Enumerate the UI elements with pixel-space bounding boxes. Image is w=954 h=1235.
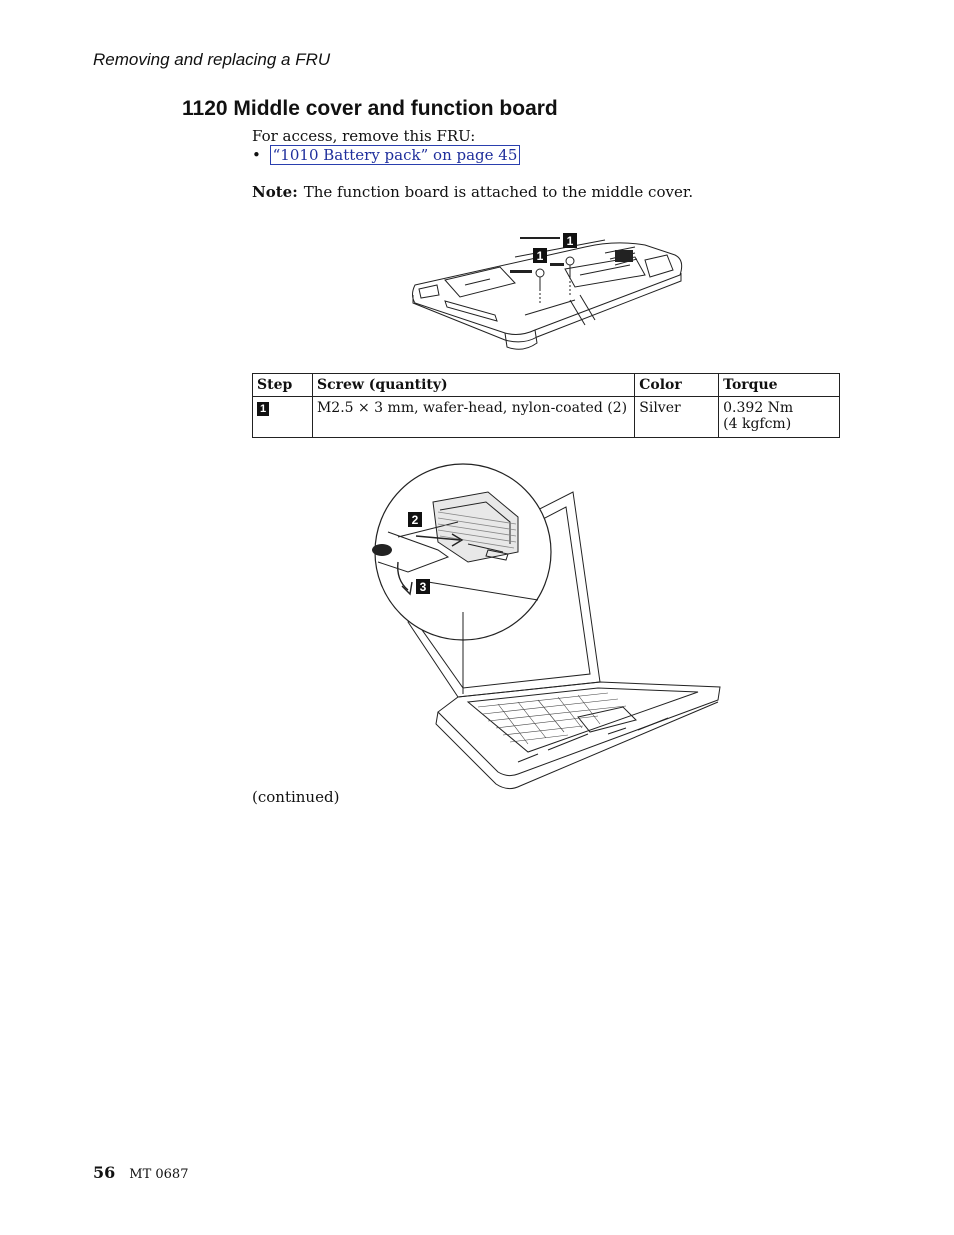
fig2-callout-2 — [408, 512, 422, 527]
page-number: 56 — [93, 1163, 116, 1182]
cell-color: Silver — [635, 397, 719, 438]
step-callout: 1 — [257, 402, 269, 416]
screw-table — [252, 373, 840, 438]
cell-torque — [719, 397, 840, 438]
header-torque: Torque — [719, 374, 840, 397]
screw-table-header — [253, 374, 840, 397]
laptop-open-illustration — [368, 462, 723, 792]
access-intro: For access, remove this FRU: — [252, 127, 476, 145]
doc-id: MT 0687 — [129, 1167, 189, 1182]
fig1-callout-a — [533, 248, 547, 263]
page-footer — [93, 1163, 188, 1182]
torque-kgfcm: (4 kgfcm) — [723, 416, 792, 432]
laptop-bottom-illustration — [405, 225, 690, 355]
continued-note: (continued) — [252, 788, 340, 806]
running-head: Removing and replacing a FRU — [93, 50, 331, 69]
battery-pack-link[interactable]: “1010 Battery pack” on page 45 — [270, 145, 521, 165]
header-step: Step — [253, 374, 313, 397]
note-text: The function board is attached to the middle cover. — [303, 183, 694, 201]
fig2-callout-3 — [416, 579, 430, 594]
fig2-callout-2-label: 2 — [411, 513, 419, 527]
fig1-callout-b — [563, 233, 577, 248]
table-row — [253, 397, 840, 438]
section-title: 1120 Middle cover and function board — [182, 97, 558, 120]
cell-step — [253, 397, 313, 438]
header-color: Color — [635, 374, 719, 397]
torque-nm: 0.392 Nm — [723, 400, 794, 416]
fig1-callout-a-label: 1 — [536, 249, 544, 263]
note — [252, 183, 693, 202]
fig1-callout-b-label: 1 — [566, 234, 574, 248]
cell-screw: M2.5 × 3 mm, wafer-head, nylon-coated (2) — [312, 397, 634, 438]
note-label: Note: — [252, 183, 298, 201]
header-screw: Screw (quantity) — [312, 374, 634, 397]
bullet-glyph: • — [252, 146, 261, 164]
access-bullet-item — [252, 146, 520, 165]
fig2-callout-3-label: 3 — [419, 580, 427, 594]
